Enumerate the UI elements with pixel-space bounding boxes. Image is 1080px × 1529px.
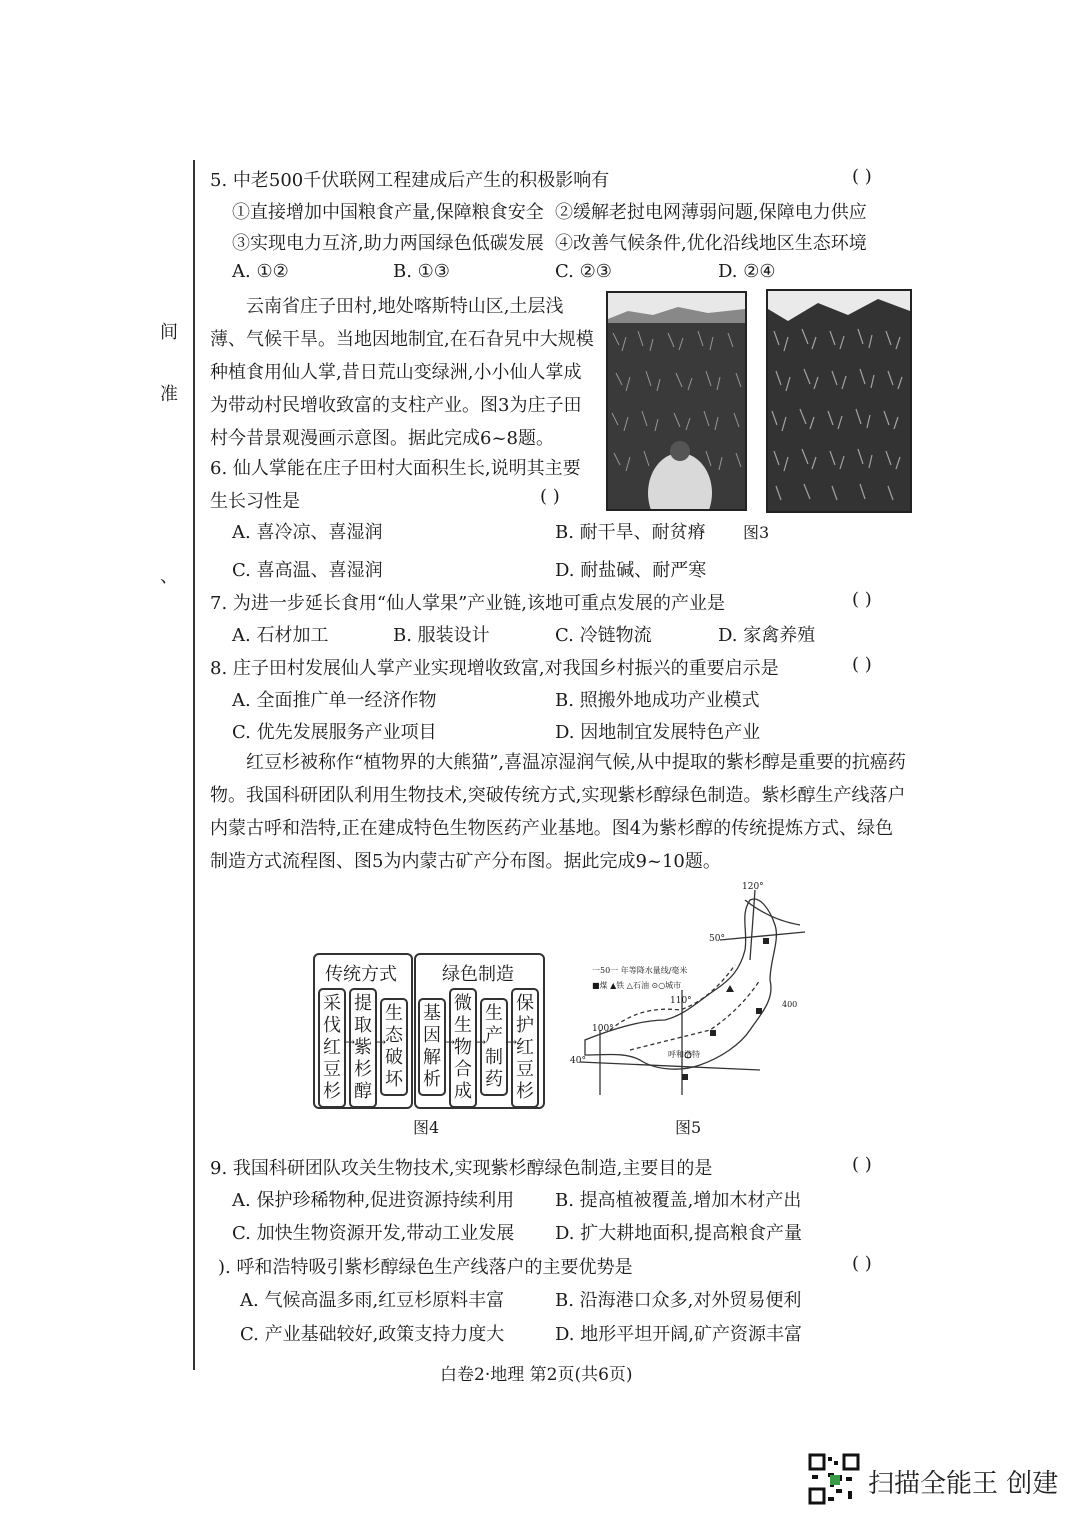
answer-paren: ( ) bbox=[852, 654, 872, 675]
fig4-green-title: 绿色制造 bbox=[442, 964, 514, 985]
answer-paren: ( ) bbox=[852, 1154, 872, 1175]
fig5-lon-label: 110° bbox=[670, 996, 692, 1006]
flow-arrow-icon: → bbox=[476, 1035, 487, 1049]
q6-option-b: B. 耐干旱、耐贫瘠 bbox=[555, 522, 706, 543]
fig5-lon-label: 100° bbox=[592, 1024, 614, 1034]
answer-paren: ( ) bbox=[852, 166, 872, 187]
q6-option-d: D. 耐盐碱、耐严寒 bbox=[555, 560, 707, 581]
scanner-watermark: 扫描全能王 创建 bbox=[868, 1469, 1059, 1499]
page-footer: 白卷2·地理 第2页(共6页) bbox=[440, 1365, 633, 1385]
q8-option-c: C. 优先发展服务产业项目 bbox=[232, 722, 437, 743]
q5-item-2: ②缓解老挝电网薄弱问题,保障电力供应 bbox=[555, 202, 867, 223]
q9-option-a: A. 保护珍稀物种,促进资源持续利用 bbox=[232, 1190, 515, 1211]
fig5-lon-label: 120° bbox=[742, 882, 764, 892]
q5-item-4: ④改善气候条件,优化沿线地区生态环境 bbox=[555, 233, 867, 254]
flow-arrow-icon: → bbox=[345, 1035, 356, 1049]
q5-option-d: D. ②④ bbox=[718, 261, 776, 282]
q8-option-d: D. 因地制宜发展特色产业 bbox=[555, 722, 761, 743]
q6-option-c: C. 喜高温、喜湿润 bbox=[232, 560, 383, 581]
q9-option-c: C. 加快生物资源开发,带动工业发展 bbox=[232, 1223, 515, 1244]
q5-item-3: ③实现电力互济,助力两国绿色低碳发展 bbox=[232, 233, 544, 254]
fig4-step: 生产制药 bbox=[480, 998, 508, 1096]
fig5-isohyet-label: 400 bbox=[782, 1000, 798, 1009]
q8-option-b: B. 照搬外地成功产业模式 bbox=[555, 690, 760, 711]
q5-option-a: A. ①② bbox=[232, 261, 289, 282]
fig4-traditional-title: 传统方式 bbox=[325, 964, 397, 985]
q6-option-a: A. 喜冷凉、喜湿润 bbox=[232, 522, 383, 543]
fig4-step: 微生物合成 bbox=[449, 988, 477, 1108]
fig5-lat-label: 40° bbox=[570, 1056, 586, 1066]
answer-paren: ( ) bbox=[852, 1253, 872, 1274]
answer-paren: ( ) bbox=[540, 486, 560, 507]
question-6-stem: 6. 仙人掌能在庄子田村大面积生长,说明其主要生长习性是 bbox=[210, 458, 581, 512]
fig4-caption: 图4 bbox=[413, 1118, 440, 1137]
qr-code-icon bbox=[808, 1453, 860, 1505]
question-5-stem: 5. 中老500千伏联网工程建成后产生的积极影响有 bbox=[210, 170, 610, 191]
fig5-caption: 图5 bbox=[675, 1118, 702, 1137]
flow-arrow-icon: → bbox=[376, 1035, 387, 1049]
margin-mark: 、 bbox=[160, 566, 178, 587]
flow-arrow-icon: → bbox=[445, 1035, 456, 1049]
fig4-step: 基因解析 bbox=[418, 998, 446, 1096]
fig5-lat-label: 50° bbox=[709, 934, 725, 944]
q10-option-d: D. 地形平坦开阔,矿产资源丰富 bbox=[555, 1324, 802, 1345]
fig5-legend-items: ■煤 ▲铁 △石油 ⊙○城市 bbox=[592, 981, 682, 990]
question-10-stem: ). 呼和浩特吸引紫杉醇绿色生产线落户的主要优势是 bbox=[218, 1257, 633, 1278]
q7-option-a: A. 石材加工 bbox=[232, 625, 329, 646]
meridian-120 bbox=[750, 890, 755, 960]
fig3-caption: 图3 bbox=[743, 523, 770, 542]
answer-paren: ( ) bbox=[852, 589, 872, 610]
q7-option-c: C. 冷链物流 bbox=[555, 625, 652, 646]
q9-option-d: D. 扩大耕地面积,提高粮食产量 bbox=[555, 1223, 802, 1244]
q5-option-b: B. ①③ bbox=[393, 261, 450, 282]
q7-option-d: D. 家禽养殖 bbox=[718, 625, 816, 646]
fig4-step: 保护红豆杉 bbox=[511, 988, 539, 1108]
question-9-stem: 9. 我国科研团队攻关生物技术,实现紫杉醇绿色制造,主要目的是 bbox=[210, 1158, 713, 1179]
fig4-step: 提取紫杉醇 bbox=[349, 988, 377, 1108]
q10-option-a: A. 气候高温多雨,红豆杉原料丰富 bbox=[240, 1290, 505, 1311]
passage-cactus: 云南省庄子田村,地处喀斯特山区,土层浅薄、气候干旱。当地因地制宜,在石旮旯中大规模种植食用仙人掌,昔日荒山变绿洲,小小仙人掌成为带动村民增收致富的支柱产业。图3为庄子田村今昔景观漫画示意图。据此完成6~8题。 bbox=[210, 296, 594, 449]
q10-option-c: C. 产业基础较好,政策支持力度大 bbox=[240, 1324, 505, 1345]
fig5-legend-title: 一50一 年等降水量线/毫米 bbox=[592, 966, 688, 975]
fig4-step: 生态破坏 bbox=[380, 998, 408, 1096]
passage-taxol: 红豆杉被称作“植物界的大熊猫”,喜温凉湿润气候,从中提取的紫杉醇是重要的抗癌药物。我国科研团队利用生物技术,突破传统方式,实现紫杉醇绿色制造。紫杉醇生产线落户内蒙古呼和浩特,正在建成特色生物医药产业基地。图4为紫杉醇的传统提炼方式、绿色制造方式流程图、图5为内蒙古矿产分布图。据此完成9~10题。 bbox=[210, 752, 906, 872]
fig3-present-illustration bbox=[766, 289, 912, 513]
q5-item-1: ①直接增加中国粮食产量,保障粮食安全 bbox=[232, 202, 544, 223]
q5-option-c: C. ②③ bbox=[555, 261, 612, 282]
question-7-stem: 7. 为进一步延长食用“仙人掌果”产业链,该地可重点发展的产业是 bbox=[210, 593, 726, 614]
binding-margin-line bbox=[193, 160, 195, 1370]
q7-option-b: B. 服装设计 bbox=[393, 625, 490, 646]
fig4-step: 采伐红豆杉 bbox=[318, 988, 346, 1108]
fig5-city-label: 呼和浩特 bbox=[668, 1050, 700, 1059]
margin-mark: 准 bbox=[160, 384, 178, 405]
q9-option-b: B. 提高植被覆盖,增加木材产出 bbox=[555, 1190, 802, 1211]
q10-option-b: B. 沿海港口众多,对外贸易便利 bbox=[555, 1290, 802, 1311]
flow-arrow-icon: → bbox=[507, 1035, 518, 1049]
fig3-past-illustration bbox=[606, 291, 747, 511]
margin-mark: 间 bbox=[160, 322, 178, 343]
question-8-stem: 8. 庄子田村发展仙人掌产业实现增收致富,对我国乡村振兴的重要启示是 bbox=[210, 658, 779, 679]
parallel-50 bbox=[720, 932, 805, 940]
q8-option-a: A. 全面推广单一经济作物 bbox=[232, 690, 437, 711]
